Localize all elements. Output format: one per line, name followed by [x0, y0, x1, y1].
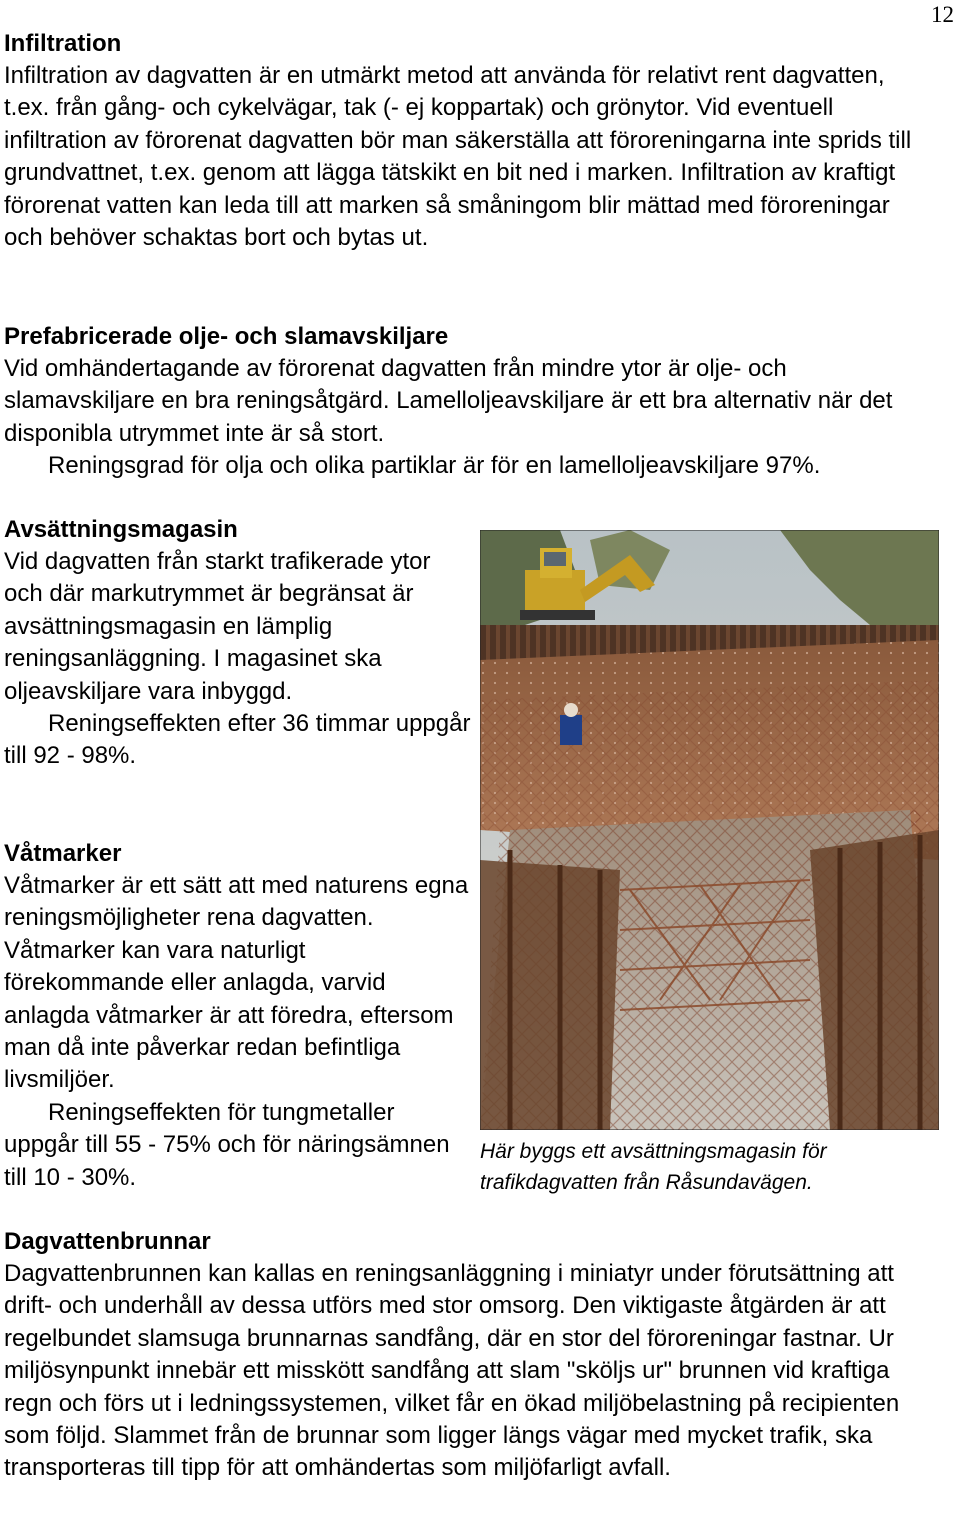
section-body-continued: Reningsgrad för olja och olika partiklar är för en lamelloljeavskiljare 97%.	[48, 452, 821, 480]
section-heading: Dagvattenbrunnar	[4, 1228, 211, 1255]
section-dagvattenbrunnar	[4, 1226, 944, 1485]
section-heading: Infiltration	[4, 30, 122, 57]
section-body: Våtmarker är ett sätt att med naturens egna reningsmöjligheter rena dagvatten. Våtmarker kan vara naturligt förekommande eller anlagda, varvid anlagda våtmarker är att föredra, eftersom man då inte påverkar redan befintliga livsmiljöer.	[4, 872, 469, 1094]
page-number: 12	[931, 2, 954, 27]
section-vatmarker	[4, 838, 472, 1194]
section-heading: Våtmarker	[4, 840, 122, 867]
photo-caption: Här byggs ett avsättningsmagasin för trafikdagvatten från Råsundavägen.	[480, 1140, 827, 1194]
section-heading: Avsättningsmagasin	[4, 516, 238, 543]
section-body: Dagvattenbrunnen kan kallas en reningsanläggning i miniatyr under förutsättning att drift- och underhåll av dessa utförs med stor omsorg. Den viktigaste åtgärden är att regelbundet slamsuga brunnarnas sandfång, där en stor del föroreningar fastnar. Ur miljösynpunkt innebär ett misskött sandfång att slam "sköljs ur" brunnen vid kraftiga regn och förs ut i ledningssystemen, vilket får en ökad miljöbelastning på recipienten som följd. Slammet från de brunnar som ligger längs vägar med mycket trafik, ska transporteras till tipp för att omhändertas som miljöfarligt avfall.	[4, 1260, 900, 1482]
section-avsattning	[4, 514, 472, 773]
section-body-continued: Reningseffekten efter 36 timmar uppgår till 92 - 98%.	[4, 710, 471, 770]
construction-photo	[480, 530, 939, 1130]
section-prefab	[4, 321, 939, 483]
section-heading: Prefabricerade olje- och slamavskiljare	[4, 323, 449, 350]
section-body: Infiltration av dagvatten är en utmärkt metod att använda för relativt rent dagvatten, t.ex. från gång- och cykelvägar, tak (- ej koppartak) och grönytor. Vid eventuell infiltration av förorenat dagvatten bör man säkerställa att föroreningarna inte sprids till grundvattnet, t.ex. genom att lägga tätskikt en bit ned i marken. Infiltration av kraftigt förorenat vatten kan leda till att marken så småningom blir mättad med föroreningar och behöver schaktas bort och bytas ut.	[4, 62, 912, 252]
section-body: Vid omhändertagande av förorenat dagvatten från mindre ytor är olje- och slamavskiljare en bra reningsåtgärd. Lamelloljeavskiljare är ett bra alternativ när det disponibla utrymmet inte är så stort.	[4, 355, 893, 447]
section-body-continued: Reningseffekten för tungmetaller uppgår till 55 - 75% och för näringsämnen till 10 - 30%.	[4, 1098, 450, 1191]
section-infiltration	[4, 28, 934, 254]
section-body: Vid dagvatten från starkt trafikerade ytor och där markutrymmet är begränsat är avsättningsmagasin en lämplig reningsanläggning. I magasinet ska oljeavskiljare vara inbyggd.	[4, 548, 431, 705]
